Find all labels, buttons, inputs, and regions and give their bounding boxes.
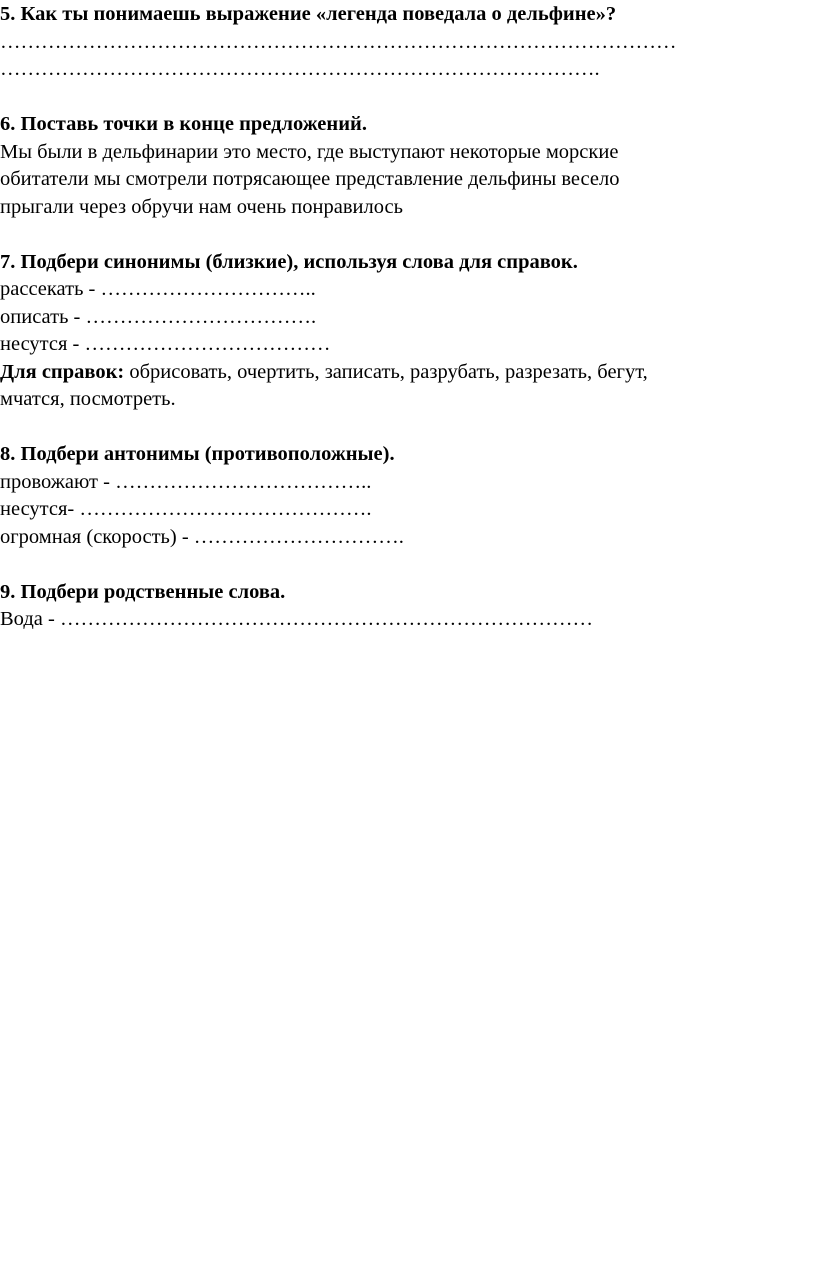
q8-item-2-word: несутся- [0,498,80,520]
q7-item-1-blank: ………………………….. [100,278,316,300]
q7-item-2-blank: ……………………………. [85,305,317,328]
q6-heading: 6. Поставь точки в конце предложений. [0,113,367,135]
q8-heading: 8. Подбери антонимы (противоположные). [0,443,395,465]
q7-reference-line-2: мчатся, посмотреть. [0,388,176,410]
q9-item-1 [0,606,816,634]
q5-heading: 5. Как ты понимаешь выражение «легенда поведала о дельфине»? [0,3,617,25]
q7-item-1 [0,276,816,304]
q8-item-3-word: огромная (скорость) - [0,525,194,548]
q7-item-3-blank: ……………………………… [84,333,331,355]
q8-item-2 [0,496,816,524]
q8-item-3 [0,524,816,552]
spacer [0,414,816,442]
q8-item-2-blank: ……………………………………. [79,498,372,520]
q8-item-3-blank: …………………………. [193,525,404,548]
q8-item-1 [0,469,816,497]
q7-item-3 [0,331,816,359]
q6-text-line-1: Мы были в дельфинарии это место, где выступают некоторые морские [0,140,619,163]
q8-item-1-blank: ……………………………….. [115,470,372,493]
q9-item-1-word: Вода - [0,608,60,630]
q7-reference-words-1: обрисовать, очертить, записать, разрубать, разрезать, бегут, [124,360,648,383]
q7-item-3-word: несутся - [0,333,85,355]
q9-heading: 9. Подбери родственные слова. [0,580,286,603]
q6-text-line-3: прыгали через обручи нам очень понравилось [0,195,403,218]
q7-item-2 [0,304,816,332]
q5-answer-line-2: ……………………………………………………………………………. [0,58,600,80]
q8-item-1-word: провожают - [0,470,116,493]
spacer [0,221,816,249]
q7-item-2-word: описать - [0,305,86,328]
q7-item-1-word: рассекать - [0,278,101,300]
q9-item-1-blank: …………………………………………………………………… [59,608,593,630]
q6-text-line-2: обитатели мы смотрели потрясающее представление дельфины весело [0,168,620,190]
q7-reference-line-1 [0,359,816,387]
spacer [0,551,816,579]
q7-reference-label: Для справок: [0,360,125,383]
spacer [0,84,816,112]
worksheet-content [0,1,816,634]
q5-answer-line-1: ……………………………………………………………………………………… [0,30,677,53]
q7-heading: 7. Подбери синонимы (близкие), используя слова для справок. [0,250,578,273]
